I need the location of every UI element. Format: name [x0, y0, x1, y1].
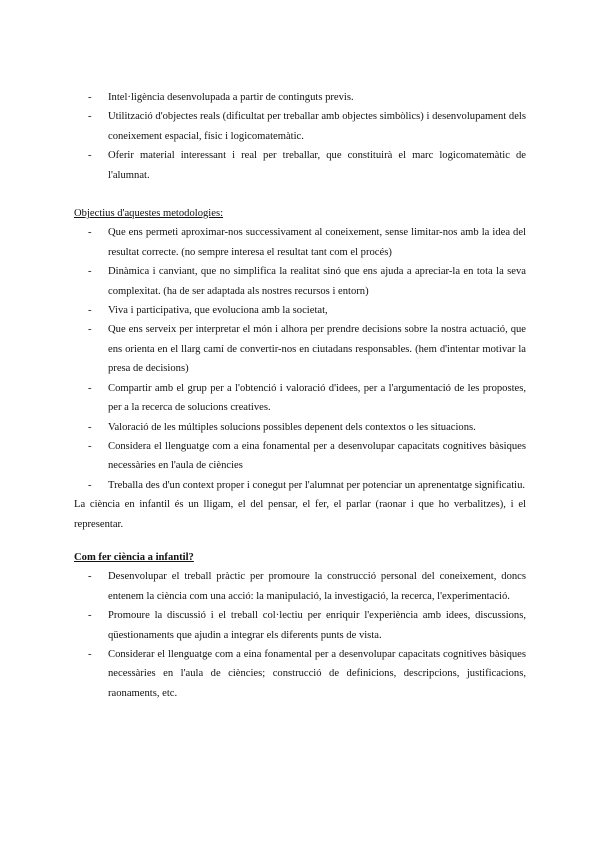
- list-item-text: Treballa des d'un context proper i conegut per l'alumnat per potenciar un aprenentatge significatiu.: [108, 479, 526, 491]
- dash-bullet: -: [88, 150, 92, 162]
- list-item: [74, 437, 526, 476]
- dash-bullet: -: [88, 266, 92, 278]
- dash-bullet: -: [88, 324, 92, 336]
- list-item-text: Viva i participativa, que evoluciona amb la societat,: [108, 305, 328, 317]
- dash-bullet: -: [88, 479, 92, 491]
- dash-bullet: -: [88, 610, 92, 622]
- how-to-heading: Com fer ciència a infantil?: [74, 551, 194, 563]
- list-item: [74, 476, 526, 495]
- dash-bullet: -: [88, 571, 92, 583]
- dash-bullet: -: [88, 92, 92, 103]
- list-item-text: Dinàmica i canviant, que no simplifica la realitat sinó que ens ajuda a apreciar-la en tota la seva complexitat. (ha de ser adaptada als nostres recursos i entorn): [108, 266, 526, 297]
- list-item: [74, 606, 526, 645]
- dash-bullet: -: [88, 305, 92, 317]
- list-item: [74, 379, 526, 418]
- dash-bullet: -: [88, 421, 92, 433]
- list-item: [74, 645, 526, 703]
- how-to-list: [74, 567, 526, 703]
- list-item: [74, 146, 526, 185]
- list-item: [74, 567, 526, 606]
- list-item-text: Considerar el llenguatge com a eina fonamental per a desenvolupar capacitats cognitives bàsiques necessàries en l'aula de ciències; construcció de definicions, descripcions, justificacions, raonaments, etc.: [108, 648, 526, 699]
- list-item: [74, 418, 526, 437]
- list-item-text: Que ens permeti aproximar-nos successivament al coneixement, sense limitar-nos amb la idea del resultat correcte. (no sempre interesa el resultat tant com el procés): [108, 227, 526, 258]
- list-item: [74, 88, 526, 107]
- dash-bullet: -: [88, 227, 92, 239]
- dash-bullet: -: [88, 440, 92, 452]
- list-item-text: Oferir material interessant i real per treballar, que constituirà el marc logicomatemàtic de l'alumnat.: [108, 150, 526, 181]
- document-content: [74, 88, 526, 703]
- list-item-text: Desenvolupar el treball pràctic per promoure la construcció personal del coneixement, doncs entenem la ciència com una acció: la manipulació, la investigació, la recerca, l'experimentació.: [108, 571, 526, 602]
- list-item-text: Valoració de les múltiples solucions possibles depenent dels contextos o les situacions.: [108, 421, 476, 433]
- science-paragraph: La ciència en infantil és un lligam, el del pensar, el fer, el parlar (raonar i que ho verbalitzes), i el representar.: [74, 499, 526, 530]
- list-item-text: Promoure la discussió i el treball col·lectiu per enriquir l'experiència amb idees, discussions, qüestionaments que ajudin a integrar els diferents punts de vista.: [108, 610, 526, 641]
- dash-bullet: -: [88, 648, 92, 660]
- list-item-text: Que ens serveix per interpretar el món i alhora per prendre decisions sobre la nostra actuació, que ens orienta en el llarg camí de convertir-nos en ciutadans responsables. (hem d'intentar motivar la presa de decisions): [108, 324, 526, 375]
- list-item: [74, 262, 526, 301]
- dash-bullet: -: [88, 111, 92, 123]
- list-item-text: Utilització d'objectes reals (dificultat per treballar amb objectes simbòlics) i desenvolupament dels coneixement espacial, físic i logicomatemàtic.: [108, 111, 526, 142]
- list-item: [74, 223, 526, 262]
- dash-bullet: -: [88, 382, 92, 394]
- list-item-text: Compartir amb el grup per a l'obtenció i valoració d'idees, per a l'argumentació de les propostes, per a la recerca de solucions creatives.: [108, 382, 526, 414]
- objectives-list: [74, 223, 526, 495]
- list-item-text: Considera el llenguatge com a eina fonamental per a desenvolupar capacitats cognitives bàsiques necessàries en l'aula de ciències: [108, 440, 526, 472]
- list-item: [74, 107, 526, 146]
- list-item: [74, 301, 526, 320]
- list-item-text: Intel·ligència desenvolupada a partir de continguts previs.: [108, 92, 354, 103]
- list-item: [74, 320, 526, 378]
- objectives-heading: Objectius d'aquestes metodologies:: [74, 208, 224, 220]
- intro-list: [74, 88, 526, 185]
